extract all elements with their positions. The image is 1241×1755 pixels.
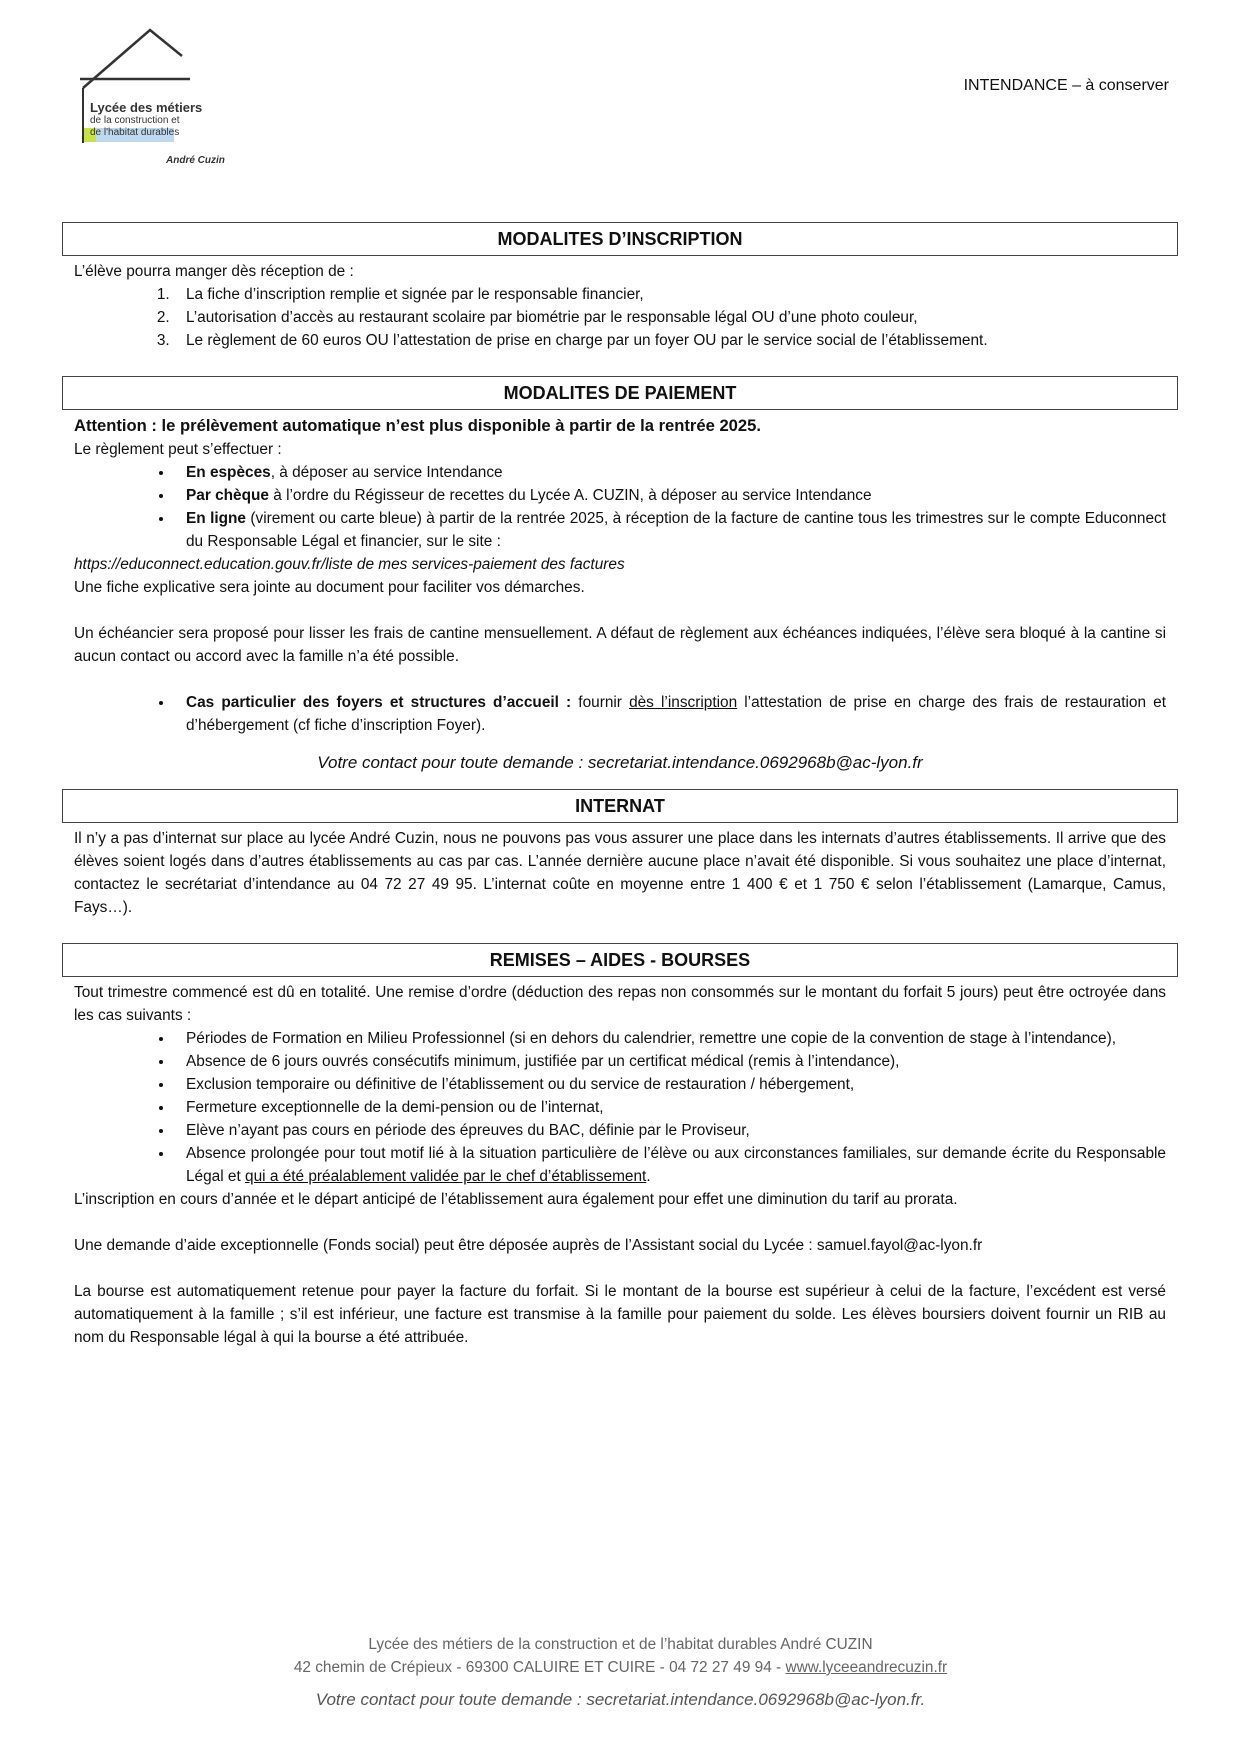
aide-text: Une demande d’aide exceptionnelle (Fonds social) peut être déposée auprès de l’Assistant social du Lycée : samuel.fayol@ac-lyon.fr bbox=[74, 1237, 983, 1254]
list-item bbox=[174, 484, 1166, 507]
footer-website-link[interactable]: www.lyceeandrecuzin.fr bbox=[785, 1659, 948, 1676]
item-bold: En espèces bbox=[186, 464, 271, 481]
logo-text bbox=[90, 100, 202, 139]
item-text: Absence prolongée pour tout motif lié à la situation particulière de l’élève ou aux circonstances familiales, sur demande écrite du Responsable Légal et bbox=[186, 1145, 1166, 1185]
list-item bbox=[174, 1142, 1166, 1188]
list-item bbox=[174, 461, 1166, 484]
item-text: fournir bbox=[571, 694, 630, 711]
house-logo-icon bbox=[80, 28, 250, 168]
footer-contact: Votre contact pour toute demande : secretariat.intendance.0692968b@ac-lyon.fr. bbox=[315, 1690, 926, 1709]
item-bold: En ligne bbox=[186, 510, 246, 527]
list-item: • Absence de 6 jours ouvrés consécutifs minimum, justifiée par un certificat médical (remis à l’intendance), bbox=[174, 1050, 1166, 1073]
footer-address-text: 42 chemin de Crépieux - 69300 CALUIRE ET CUIRE - 04 72 27 49 94 - bbox=[293, 1659, 786, 1676]
item-text: l’attestation de prise en charge des frais de restauration et d’hébergement (cf fiche d’inscription Foyer). bbox=[186, 694, 1167, 734]
remises-list bbox=[74, 1027, 1166, 1188]
list-item: • Fermeture exceptionnelle de la demi-pension ou de l’internat, bbox=[174, 1096, 1166, 1119]
item-bold: Cas particulier des foyers et structures d’accueil : bbox=[186, 694, 572, 711]
attention-notice: Attention : le prélèvement automatique n’est plus disponible à partir de la rentrée 2025. bbox=[74, 416, 761, 435]
internat-text: Il n’y a pas d’internat sur place au lycée André Cuzin, nous ne pouvons pas vous assurer une place dans les internats d’autres établissements. Il arrive que des élèves soient logés dans d’autres établissements au cas par cas. L’année dernière aucune place n’avait été disponible. Si vous souhaitez une place d’internat, contactez le secrétariat d’intendance au 04 72 27 49 95. L’internat coûte en moyenne entre 1 400 € et 1 750 € selon l’établissement (Lamarque, Camus, Fays…). bbox=[74, 830, 1166, 916]
item-underline: dès l’inscription bbox=[629, 694, 738, 711]
item-text: , à déposer au service Intendance bbox=[270, 464, 503, 481]
list-item: • Périodes de Formation en Milieu Professionnel (si en dehors du calendrier, remettre une copie de la convention de stage à l’intendance), bbox=[174, 1027, 1166, 1050]
footer-school-name: Lycée des métiers de la construction et de l’habitat durables André CUZIN bbox=[368, 1636, 873, 1653]
inscription-intro: L’élève pourra manger dès réception de : bbox=[74, 263, 354, 280]
logo-subtitle-1: de la construction et bbox=[90, 115, 180, 126]
section-internat bbox=[62, 823, 1178, 919]
document-body bbox=[62, 222, 1178, 1349]
bourse-text: La bourse est automatiquement retenue pour payer la facture du forfait. Si le montant de la bourse est supérieur à celui de la facture, l’excédent est versé automatiquement à la famille ; s’il est inférieur, une facture est transmise à la famille pour paiement du solde. Les élèves boursiers doivent fournir un RIB au nom du Responsable légal à qui la bourse a été attribuée. bbox=[74, 1283, 1166, 1346]
list-item: 2. L’autorisation d’accès au restaurant scolaire par biométrie par le responsable légal OU d’une photo couleur, bbox=[174, 306, 1166, 329]
list-item bbox=[174, 691, 1166, 737]
list-item: 1. La fiche d’inscription remplie et signée par le responsable financier, bbox=[174, 283, 1166, 306]
cas-particulier-list bbox=[74, 691, 1166, 737]
section-title-inscription: MODALITES D’INSCRIPTION bbox=[62, 222, 1178, 256]
logo-signature: André Cuzin bbox=[166, 155, 225, 166]
remises-intro: Tout trimestre commencé est dû en totalité. Une remise d’ordre (déduction des repas non consommés sur le montant du forfait 5 jours) peut être octroyée dans les cas suivants : bbox=[74, 984, 1166, 1024]
logo-subtitle-2: de l'habitat durables bbox=[90, 127, 180, 138]
item-underline: qui a été préalablement validée par le chef d’établissement bbox=[245, 1168, 647, 1185]
paiement-list bbox=[74, 461, 1166, 553]
header-label: INTENDANCE – à conserver bbox=[963, 77, 1169, 94]
footer-address bbox=[0, 1659, 1241, 1677]
logo-title: Lycée des métiers bbox=[90, 100, 203, 115]
prorata-text: L’inscription en cours d’année et le départ anticipé de l’établissement aura également pour effet une diminution du tarif au prorata. bbox=[74, 1191, 958, 1208]
section-inscription bbox=[62, 256, 1178, 352]
list-item bbox=[174, 507, 1166, 553]
item-bold: Par chèque bbox=[186, 487, 269, 504]
inscription-list bbox=[74, 283, 1166, 352]
section-title-internat: INTERNAT bbox=[62, 789, 1178, 823]
contact-line: Votre contact pour toute demande : secretariat.intendance.0692968b@ac-lyon.fr bbox=[317, 753, 923, 772]
section-remises bbox=[62, 977, 1178, 1349]
echeancier-text: Un échéancier sera proposé pour lisser les frais de cantine mensuellement. A défaut de règlement aux échéances indiquées, l’élève sera bloqué à la cantine si aucun contact ou accord avec la famille n’a été possible. bbox=[74, 625, 1166, 665]
school-logo bbox=[80, 28, 250, 168]
list-item: • Elève n’ayant pas cours en période des épreuves du BAC, définie par le Proviseur, bbox=[174, 1119, 1166, 1142]
item-text: (virement ou carte bleue) à partir de la rentrée 2025, à réception de la facture de cantine tous les trimestres sur le compte Educonnect du Responsable Légal et financier, sur le site : bbox=[186, 510, 1166, 550]
section-title-remises: REMISES – AIDES - BOURSES bbox=[62, 943, 1178, 977]
list-item: • Exclusion temporaire ou définitive de l’établissement ou du service de restauration / hébergement, bbox=[174, 1073, 1166, 1096]
section-title-paiement: MODALITES DE PAIEMENT bbox=[62, 376, 1178, 410]
item-text: . bbox=[646, 1168, 651, 1185]
fiche-explicative: Une fiche explicative sera jointe au document pour faciliter vos démarches. bbox=[74, 579, 585, 596]
list-item: 3. Le règlement de 60 euros OU l’attestation de prise en charge par un foyer OU par le service social de l’établissement. bbox=[174, 329, 1166, 352]
item-text: à l’ordre du Régisseur de recettes du Lycée A. CUZIN, à déposer au service Intendance bbox=[268, 487, 872, 504]
payment-url: https://educonnect.education.gouv.fr/liste de mes services-paiement des factures bbox=[74, 556, 625, 573]
paiement-intro: Le règlement peut s’effectuer : bbox=[74, 441, 282, 458]
section-paiement bbox=[62, 410, 1178, 774]
